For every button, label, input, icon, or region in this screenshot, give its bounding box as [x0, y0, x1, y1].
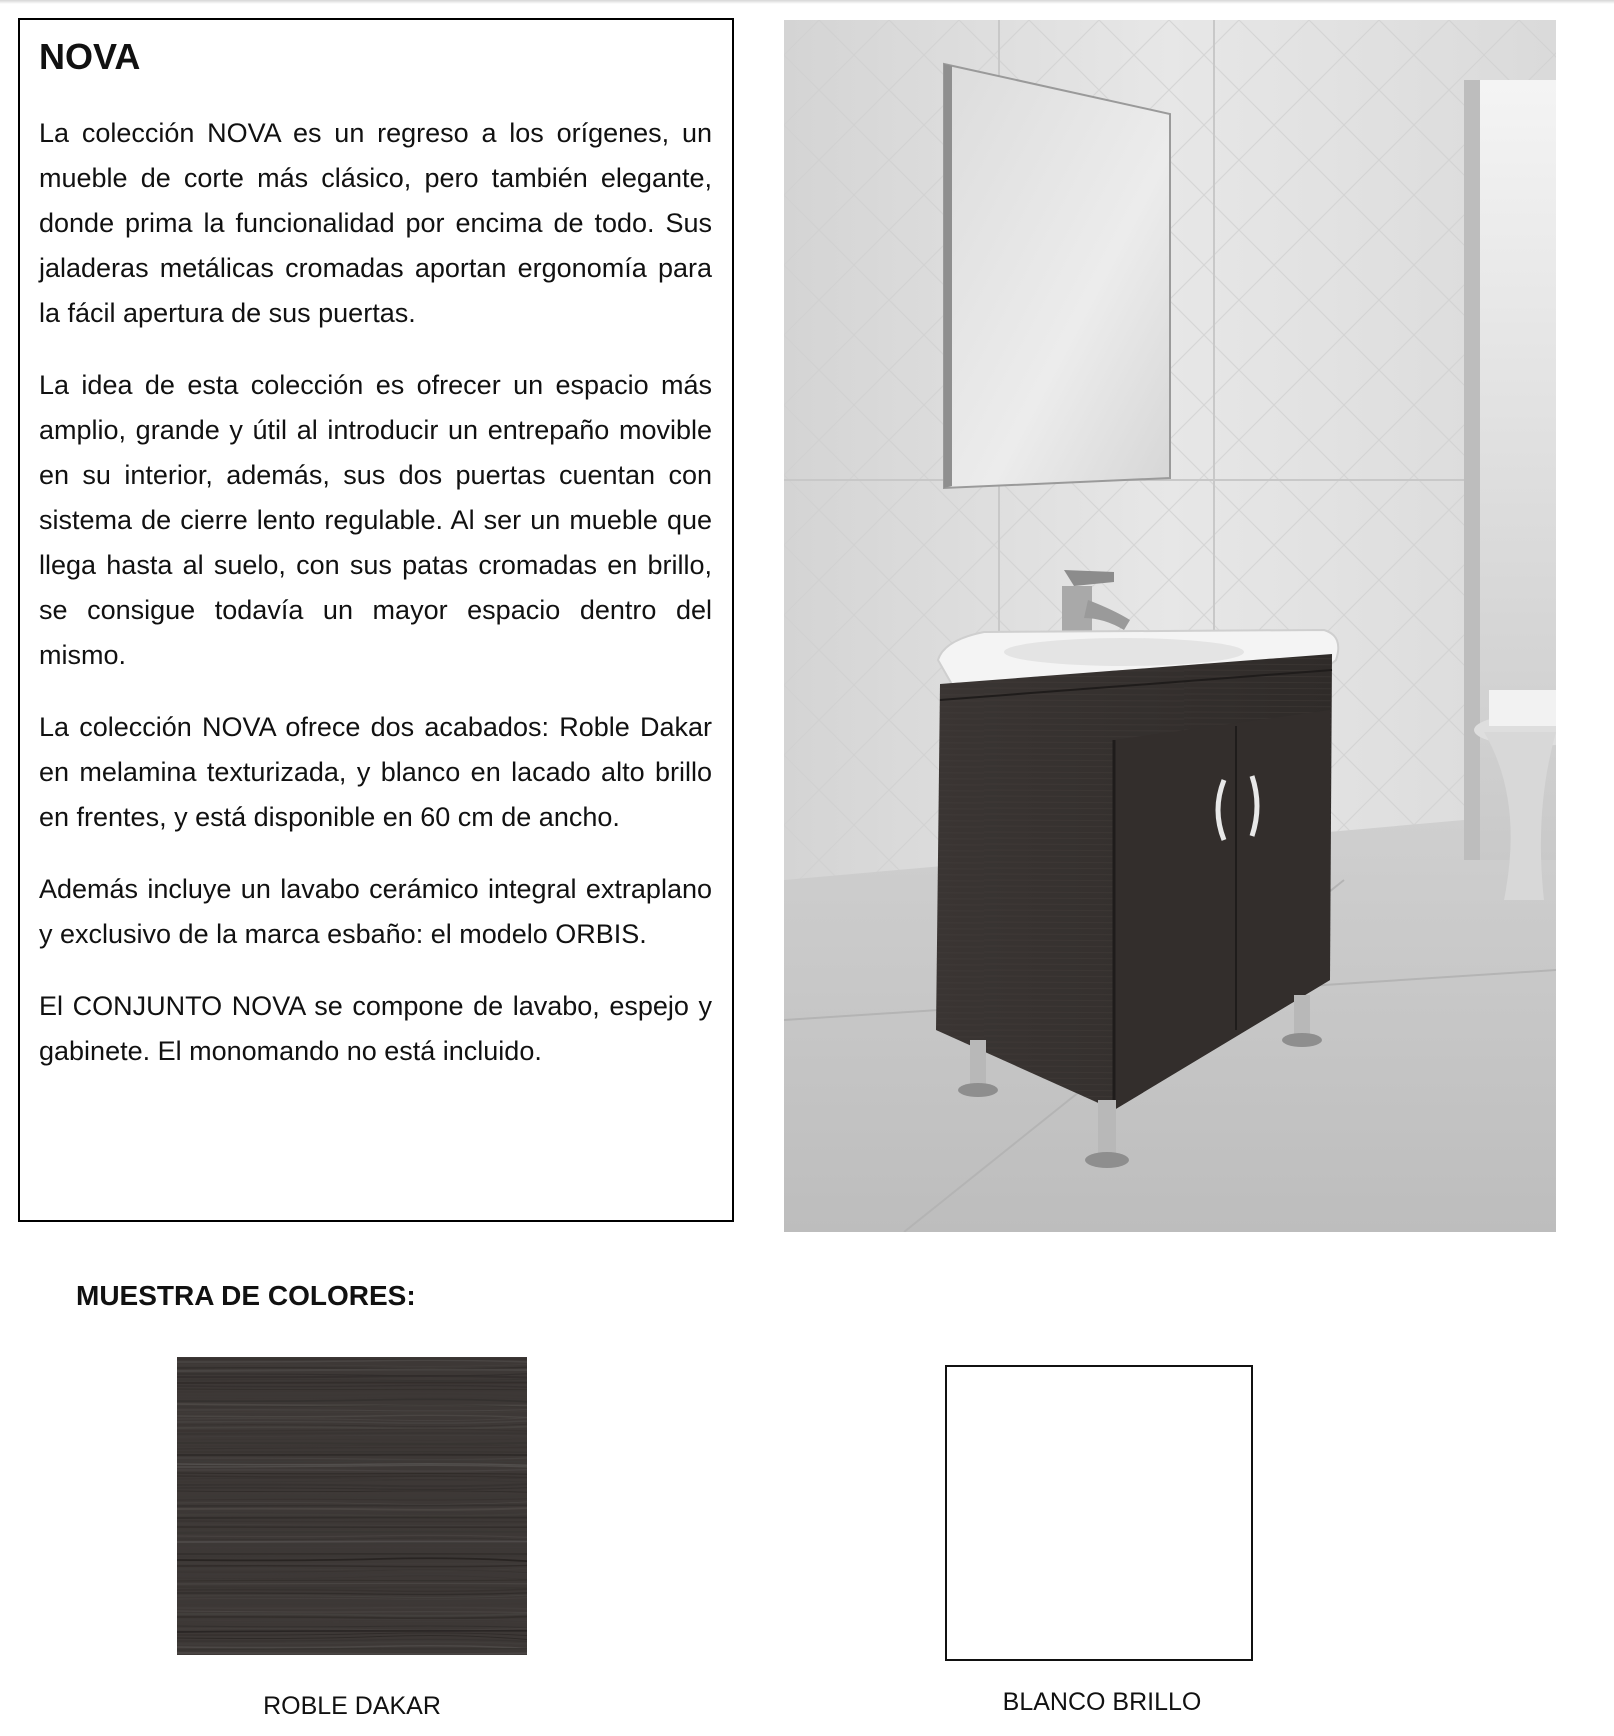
- colors-section-title: MUESTRA DE COLORES:: [76, 1280, 416, 1311]
- description-paragraph: La colección NOVA es un regreso a los orígenes, un mueble de corte más clásico, pero también elegante, donde prima la funcionalidad por encima de todo. Sus jaladeras metálicas cromadas aportan ergonomía para la fácil apertura de sus puertas.: [39, 118, 712, 329]
- description-paragraph: El CONJUNTO NOVA se compone de lavabo, espejo y gabinete. El monomando no está incluido.: [39, 991, 712, 1067]
- product-photo: [784, 20, 1556, 1232]
- description-paragraph: La idea de esta colección es ofrecer un espacio más amplio, grande y útil al introducir un entrepaño movible en su interior, además, sus dos puertas cuentan con sistema de cierre lento regulable. Al ser un mueble que llega hasta al suelo, con sus patas cromadas en brillo, se consigue todavía un mayor espacio dentro del mismo.: [39, 370, 712, 671]
- swatch-label: BLANCO BRILLO: [1002, 1688, 1202, 1716]
- swatch-roble-dakar: [177, 1357, 527, 1655]
- swatch-label: ROBLE DAKAR: [263, 1692, 441, 1720]
- swatch-blanco-brillo: [945, 1365, 1253, 1661]
- description-box: [18, 18, 734, 1222]
- description-paragraph: La colección NOVA ofrece dos acabados: Roble Dakar en melamina texturizada, y blanco en lacado alto brillo en frentes, y está disponible en 60 cm de ancho.: [39, 712, 712, 833]
- product-title: NOVA: [39, 36, 141, 77]
- description-paragraph: Además incluye un lavabo cerámico integral extraplano y exclusivo de la marca esbaño: el modelo ORBIS.: [39, 874, 712, 950]
- top-border: [0, 0, 1614, 4]
